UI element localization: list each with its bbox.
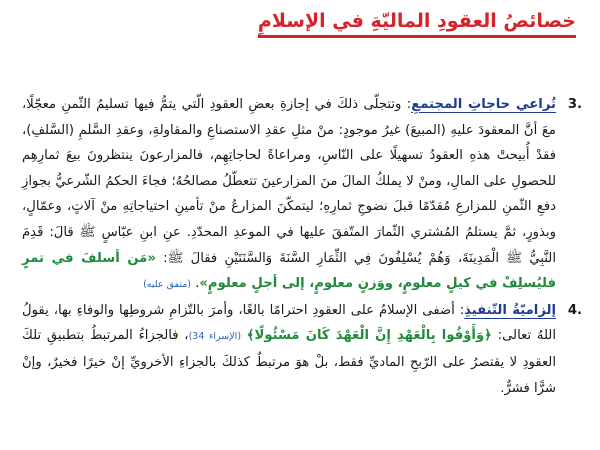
item-text: : وتتجلّى ذلكَ في إجازةِ بعضِ العقودِ الّتي يتمُّ فيها تسليمُ الثّمنِ معجّلًا، معَ أنَّ المعقودَ عليهِ (المبيعَ) غيرُ موجودٍ: منْ مثلِ عقدِ الاستصناعِ والمقاولةِ، وعقدِ السَّلمِ (السَّلفِ)، فقدْ أُبيحتْ هذهِ العقودُ تسهيلًا على النّاسِ، ومراعاةً لحاجاتِهِم، فالمزارعونَ ينتظرونَ بيعَ ثمارِهِم للحصولِ على المالِ، ومنْ لا يملكُ المالَ منَ المزارعينَ تتعطّلُ مصالحُهُ؛ فجاءَ الحكمُ الشّرعيُّ بجوازِ دفعِ الثّمنِ للمزارعِ مُقدّمًا قبلَ نضوجِ ثمارِهِ؛ ليتمكّنَ المزارعُ منْ تأمينِ احتياجاتِهِ منْ آلاتٍ، وعمّالٍ، وبذورٍ، ثمَّ يستلمُ المُشتري الثّمارَ المتّفقَ عليها في الموعدِ المحدّدِ. عنِ ابنِ عبّاسٍ ﷺ قالَ: قَدِمَ النَّبِيُّ ﷺ الْمَدِينَةَ، وَهُمْ يُسْلِفُونَ فِي الثِّمَارِ السَّنَةَ وَالسَّنَتَيْنِ فقالَ ﷺ: [22,97,556,266]
item-number: 3. [567,97,582,112]
hadith-quote: «مَن أسلفَ في تمرٍ فليُسلِفْ في كيلٍ معلومٍ، ووَزنٍ معلومٍ، إلى أجلٍ معلومٍ» [22,250,556,292]
verse-reference: (الإسراء 34) [188,331,242,343]
item-text: : أضفى الإسلامُ على العقودِ احترامًا بالغًا، وأمرَ بالتّزامِ شروطِها والوفاءِ بها، يقولُ اللهُ تعالى: [22,302,556,344]
item-text-end: . [195,276,200,292]
item-number: 4. [567,302,582,318]
list-item-obligation [22,298,582,401]
item-heading: تُراعي حاجاتِ المجتمعِ [411,97,556,112]
list-item-needs [22,92,582,298]
item-heading: إلزاميّةُ التّنفيذِ [464,302,556,318]
quran-verse: ﴿وَأَوْفُوا بِالْعَهْدِ إِنَّ الْعَهْدَ كَانَ مَسْئُولًا﴾ [246,328,492,344]
item-text-end: ، فالجزاءُ المرتبطُ بتطبيقِ تلكَ العقودِ لا يقتصرُ على الرّبحِ الماديِّ فقط، بلْ هوَ مرتبطٌ كذلكَ بالجزاءِ الأخرويِّ إنْ خيرًا فخيرٌ، وإنْ شرًّا فشرٌّ. [22,328,556,396]
document-body [22,92,582,442]
page-title: خصائصُ العقودِ الماليّةِ في الإسلامِ [258,10,576,38]
hadith-reference: (متفق عليه) [143,279,191,291]
